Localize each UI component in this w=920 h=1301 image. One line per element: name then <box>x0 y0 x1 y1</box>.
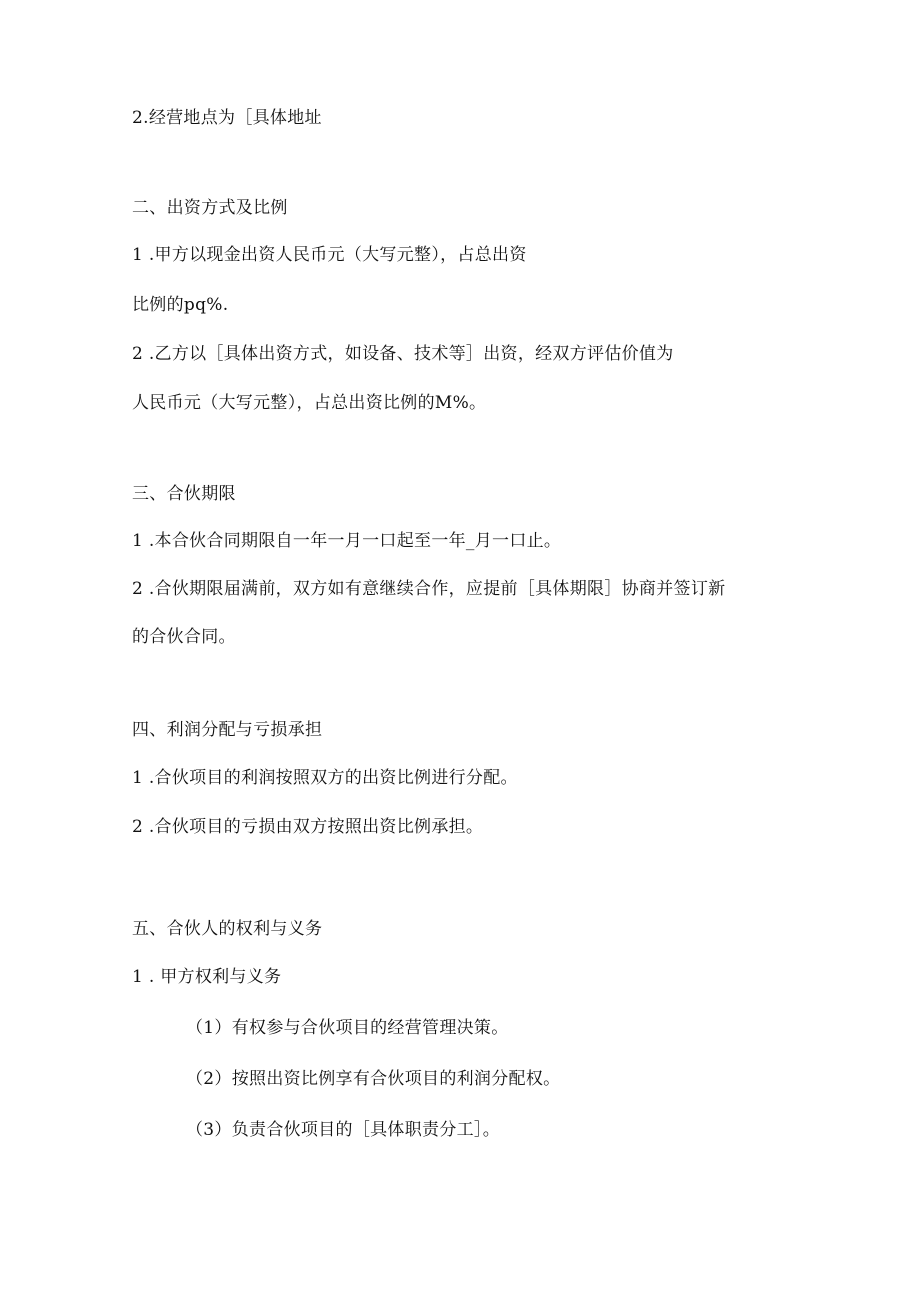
text-line-party-a-capital: 1 .甲方以现金出资人民币元（大写元整），占总出资 <box>132 245 527 265</box>
section-heading-profit: 四、利润分配与亏损承担 <box>132 720 323 740</box>
text-line-party-b-capital: 2 .乙方以［具体出资方式，如设备、技术等］出资，经双方评估价值为 <box>132 344 674 364</box>
text-line-term-period: 1 .本合伙合同期限自一年一月一口起至一年_月一口止。 <box>132 531 562 551</box>
text-line-term-renewal-cont: 的合伙合同。 <box>132 627 236 647</box>
text-line-profit-distribution: 1 .合伙项目的利润按照双方的出资比例进行分配。 <box>132 768 518 788</box>
list-item-right-2: （2）按照出资比例享有合伙项目的利润分配权。 <box>186 1069 561 1089</box>
list-item-right-3: （3）负责合伙项目的［具体职责分工］。 <box>186 1120 501 1140</box>
section-heading-capital: 二、出资方式及比例 <box>132 198 288 218</box>
text-line-party-a-ratio: 比例的pq%. <box>132 295 229 315</box>
text-line-party-a-rights: 1 . 甲方权利与义务 <box>132 967 282 987</box>
text-line-business-location: 2.经营地点为［具体地址 <box>132 108 322 128</box>
text-line-loss-bearing: 2 .合伙项目的亏损由双方按照出资比例承担。 <box>132 817 484 837</box>
section-heading-rights: 五、合伙人的权利与义务 <box>132 919 323 939</box>
list-item-right-1: （1）有权参与合伙项目的经营管理决策。 <box>186 1018 509 1038</box>
text-line-party-b-ratio: 人民币元（大写元整），占总出资比例的M%。 <box>132 393 487 413</box>
text-line-term-renewal: 2 .合伙期限届满前，双方如有意继续合作，应提前［具体期限］协商并签订新 <box>132 579 726 599</box>
section-heading-term: 三、合伙期限 <box>132 484 236 504</box>
